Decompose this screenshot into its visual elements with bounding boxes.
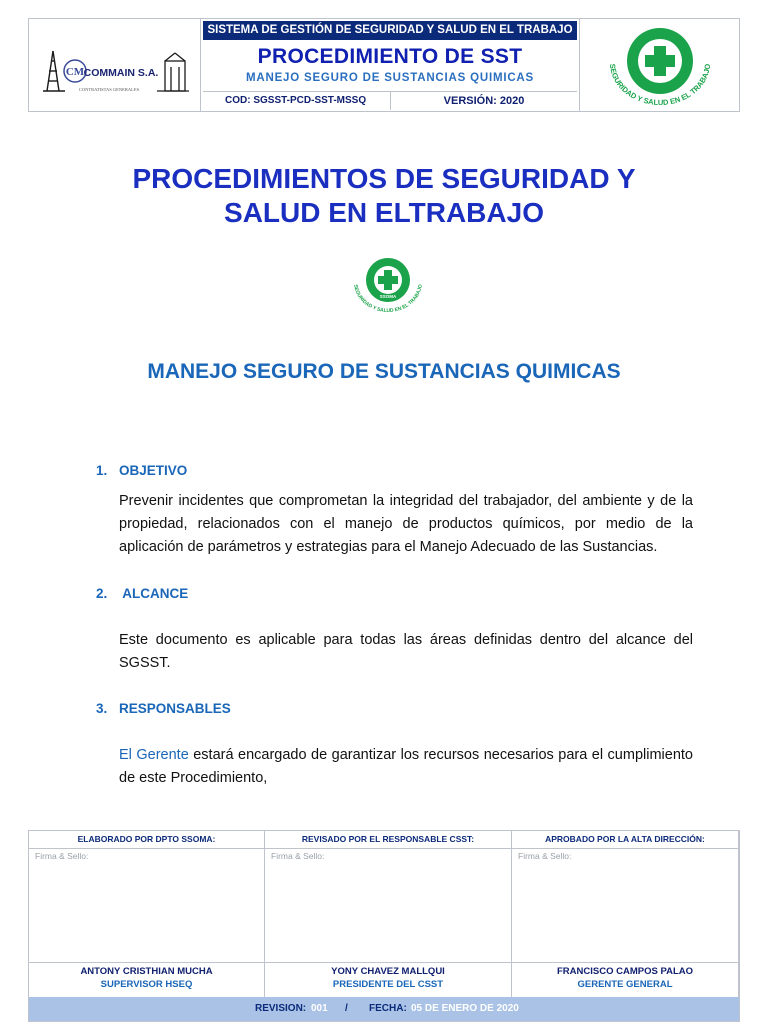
section-text-objetivo: Prevenir incidentes que comprometan la integridad del trabajador, del ambiente y de la propiedad, relacionados con el manejo de productos químicos, por medio de la aplicación de parámetros y estrategias para el Manejo Adecuado de las Sustancias.	[119, 493, 693, 555]
section-title: ALCANCE	[119, 586, 189, 601]
signer-role: PRESIDENTE DEL CSST	[332, 979, 444, 990]
ssoma-seal-label: SSOMA	[379, 294, 397, 299]
seal-top-text: PREVENCIÓN DE RIESGOS LABORALES	[614, 19, 706, 67]
section-title: OBJETIVO	[119, 463, 188, 478]
company-logo	[29, 19, 201, 111]
section-heading-objetivo	[96, 463, 187, 478]
signature-box: Firma & Sello:	[29, 849, 264, 963]
company-logo-name: COMMAIN S.A.	[83, 67, 159, 79]
ssoma-seal-bottom-text: SEGURIDAD Y SALUD EN EL TRABAJO	[352, 284, 424, 315]
signer-role: SUPERVISOR HSEQ	[100, 979, 193, 990]
revision-bar	[29, 997, 739, 1021]
main-title-line-1: PROCEDIMIENTOS DE SEGURIDAD Y	[132, 163, 636, 194]
signer-name: ANTONY CRISTHIAN MUCHA	[80, 966, 213, 977]
signature-box: Firma & Sello:	[512, 849, 738, 963]
revision-label: REVISION:	[255, 1003, 307, 1014]
seal-bottom-text: SEGURIDAD Y SALUD EN EL TRABAJO	[607, 63, 713, 108]
fecha-label: FECHA:	[369, 1003, 407, 1014]
section-heading-alcance	[96, 586, 188, 601]
main-title	[60, 162, 708, 230]
fecha-value: 05 DE ENERO DE 2020	[411, 1003, 519, 1014]
section-title: RESPONSABLES	[119, 701, 231, 716]
signature-column-aprobado	[512, 831, 739, 997]
signature-table	[28, 830, 740, 1022]
document-header	[28, 18, 740, 112]
signature-column-elaborado	[29, 831, 265, 997]
procedure-subtitle: MANEJO SEGURO DE SUSTANCIAS QUIMICAS	[246, 72, 534, 84]
company-logo-icon	[29, 19, 201, 111]
ssoma-seal-icon	[340, 246, 436, 330]
section-heading-responsables	[96, 701, 231, 716]
svg-text:CM: CM	[65, 66, 85, 78]
procedure-title: PROCEDIMIENTO DE SST	[257, 45, 523, 68]
signer-role: GERENTE GENERAL	[577, 979, 673, 990]
signature-column-revisado	[265, 831, 512, 997]
document-code: COD: SGSST-PCD-SST-MSSQ	[203, 92, 391, 110]
section-text-alcance: Este documento es aplicable para todas las áreas definidas dentro del alcance del SGSST.	[119, 632, 693, 671]
responsable-highlight: El Gerente	[119, 747, 189, 763]
ssoma-seal	[340, 246, 436, 330]
main-title-line-2: SALUD EN ELTRABAJO	[224, 197, 544, 228]
responsable-text: estará encargado de garantizar los recursos necesarios para el cumplimiento de este Procedimiento,	[119, 747, 693, 786]
document-version: VERSIÓN: 2020	[443, 95, 525, 107]
revision-value: 001	[311, 1003, 328, 1014]
sst-seal	[579, 19, 739, 111]
signer-name: FRANCISCO CAMPOS PALAO	[557, 966, 693, 977]
signature-header: ELABORADO POR DPTO SSOMA:	[29, 831, 264, 849]
section-number: 3.	[96, 701, 108, 716]
revision-separator: /	[345, 1003, 348, 1014]
code-version-row	[203, 91, 577, 110]
system-name-bar: SISTEMA DE GESTIÓN DE SEGURIDAD Y SALUD EN EL TRABAJO	[203, 21, 577, 40]
sst-seal-icon	[580, 19, 740, 111]
company-logo-tagline: CONTRATISTAS GENERALES	[78, 87, 140, 92]
header-center	[201, 19, 579, 111]
ssoma-seal-top-text: REVENCIÓN DE RIESGOS LABORALE	[359, 251, 417, 281]
signer-name: YONY CHAVEZ MALLQUI	[331, 966, 445, 977]
document-subject: MANEJO SEGURO DE SUSTANCIAS QUIMICAS	[147, 360, 621, 383]
signature-header: APROBADO POR LA ALTA DIRECCIÓN:	[512, 831, 738, 849]
signature-box: Firma & Sello:	[265, 849, 511, 963]
section-text-responsables	[119, 744, 693, 790]
section-number: 1.	[96, 463, 108, 478]
signature-header: REVISADO POR EL RESPONSABLE CSST:	[265, 831, 511, 849]
section-number: 2.	[96, 586, 108, 601]
